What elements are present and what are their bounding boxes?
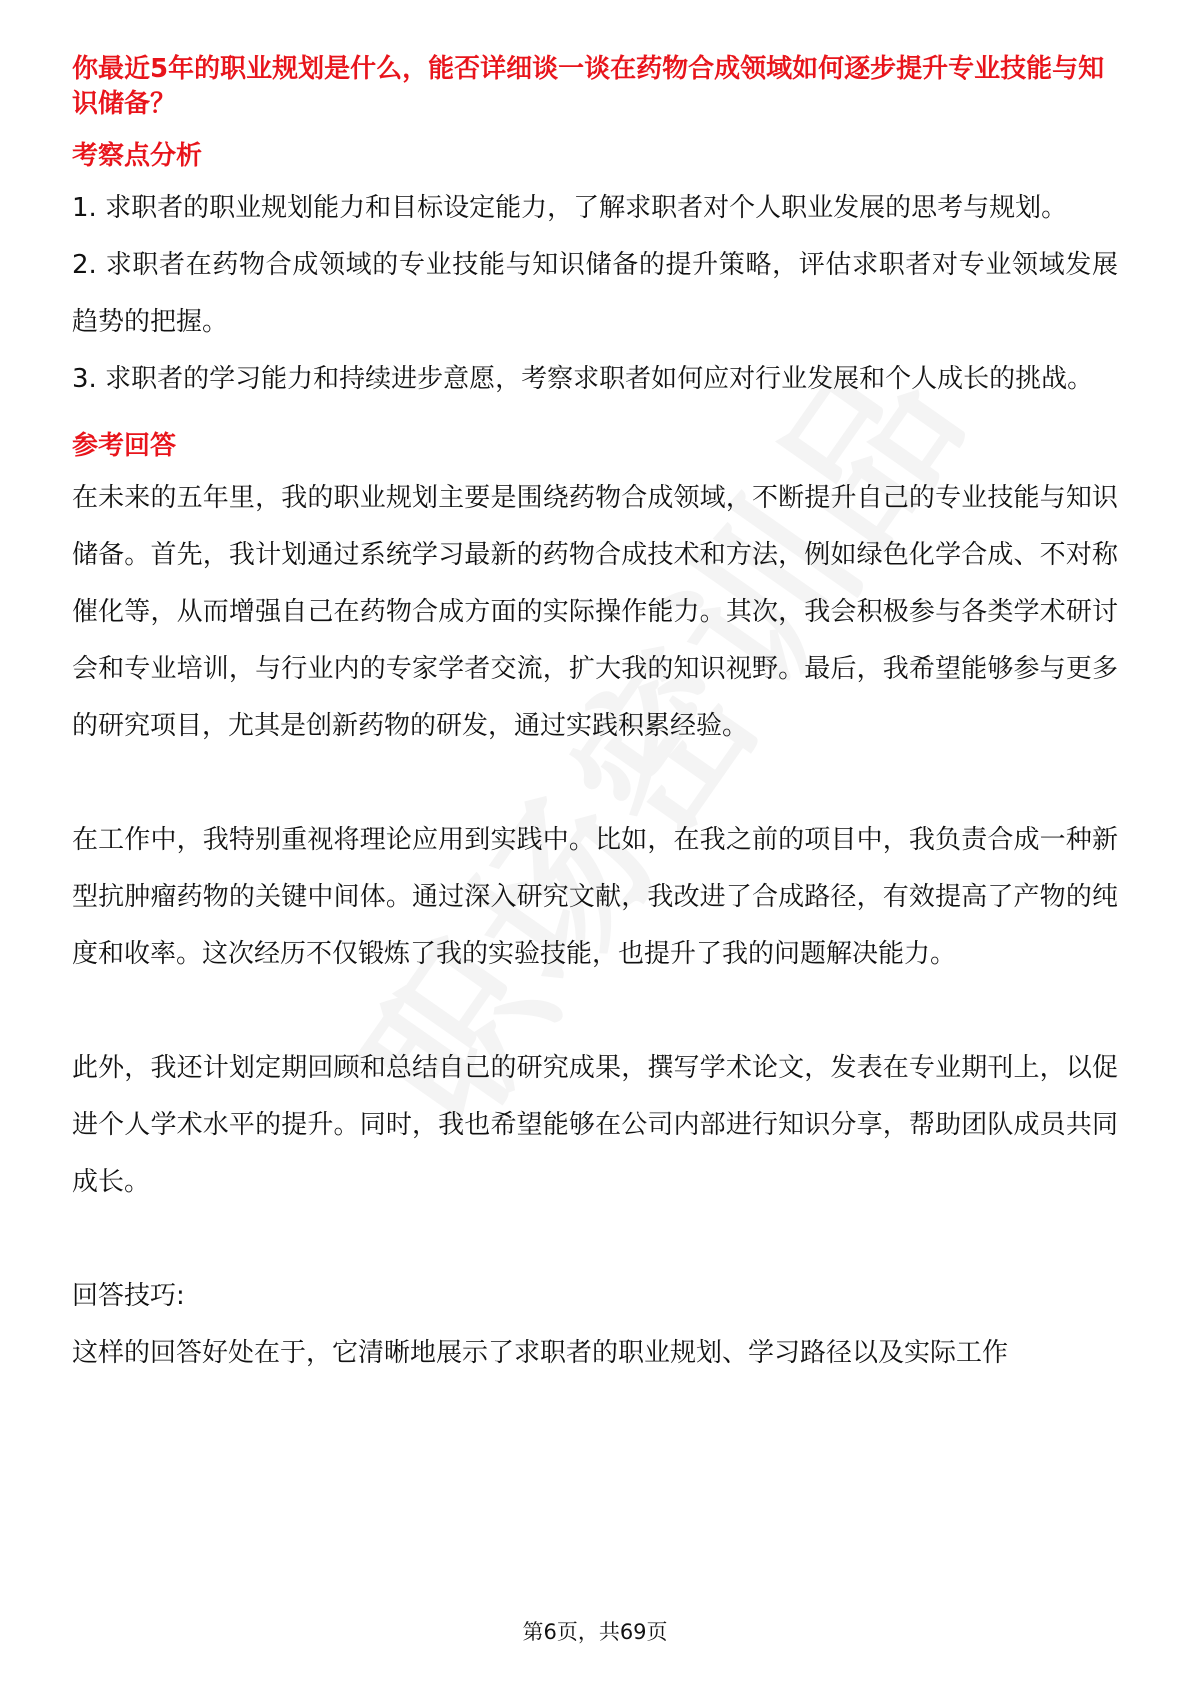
answer-paragraph: 在工作中，我特别重视将理论应用到实践中。比如，在我之前的项目中，我负责合成一种新型抗肿瘤药物的关键中间体。通过深入研究文献，我改进了合成路径，有效提高了产物的纯度和收率。这次经历不仅锻炼了我的实验技能，也提升了我的问题解决能力。 <box>72 825 1118 969</box>
answer-section <box>72 426 1118 1268</box>
spacer <box>72 408 1118 424</box>
page-number: 第6页，共69页 <box>522 1620 668 1644</box>
spacer <box>72 983 1118 1040</box>
tips-text: 这样的回答好处在于，它清晰地展示了求职者的职业规划、学习路径以及实际工作 <box>72 1338 1009 1368</box>
analysis-title: 考察点分析 <box>72 141 203 171</box>
analysis-section <box>72 136 1118 408</box>
page-content <box>72 52 1118 1382</box>
answer-title: 参考回答 <box>72 431 177 461</box>
analysis-point: 2. 求职者在药物合成领域的专业技能与知识储备的提升策略，评估求职者对专业领域发展趋势的把握。 <box>72 250 1118 337</box>
spacer <box>72 755 1118 812</box>
analysis-point: 3. 求职者的学习能力和持续进步意愿，考察求职者如何应对行业发展和个人成长的挑战。 <box>72 364 1094 394</box>
analysis-point: 1. 求职者的职业规划能力和目标设定能力，了解求职者对个人职业发展的思考与规划。 <box>72 193 1068 223</box>
tips-title: 回答技巧: <box>72 1281 185 1311</box>
question-heading: 你最近5年的职业规划是什么，能否详细谈一谈在药物合成领域如何逐步提升专业技能与知识储备？ <box>72 54 1105 119</box>
spacer <box>72 1211 1118 1268</box>
tips-section <box>72 1268 1118 1382</box>
answer-paragraph: 在未来的五年里，我的职业规划主要是围绕药物合成领域，不断提升自己的专业技能与知识储备。首先，我计划通过系统学习最新的药物合成技术和方法，例如绿色化学合成、不对称催化等，从而增强自己在药物合成方面的实际操作能力。其次，我会积极参与各类学术研讨会和专业培训，与行业内的专家学者交流，扩大我的知识视野。最后，我希望能够参与更多的研究项目，尤其是创新药物的研发，通过实践积累经验。 <box>72 483 1118 741</box>
answer-paragraph: 此外，我还计划定期回顾和总结自己的研究成果，撰写学术论文，发表在专业期刊上，以促进个人学术水平的提升。同时，我也希望能够在公司内部进行知识分享，帮助团队成员共同成长。 <box>72 1053 1118 1197</box>
